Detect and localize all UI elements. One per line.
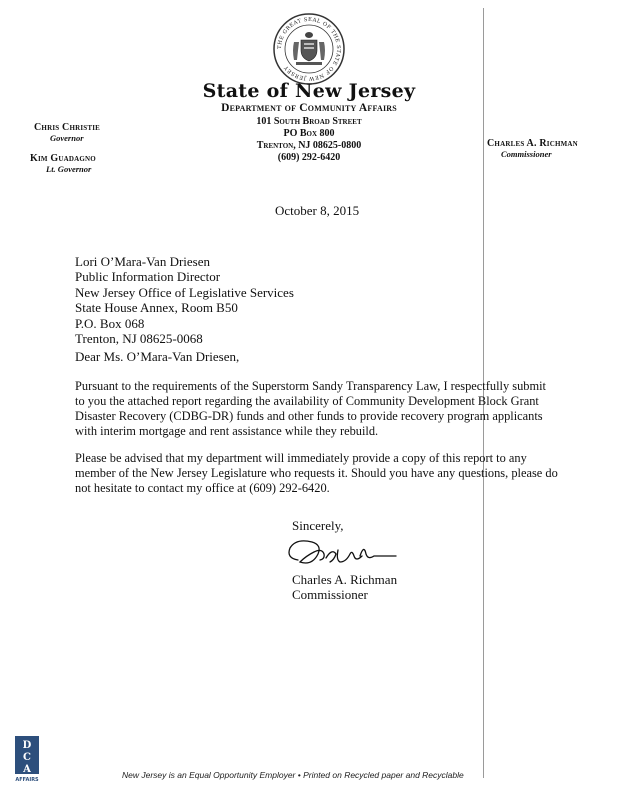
recipient-line: Public Information Director xyxy=(75,269,221,285)
recipient-address xyxy=(75,254,294,346)
paragraph-line: with interim mortgage and rent assistance while they rebuild. xyxy=(75,424,379,438)
signer-block xyxy=(292,572,397,602)
svg-text:A: A xyxy=(23,764,31,775)
address-line: PO Box 800 xyxy=(283,128,335,139)
footer-tagline: New Jersey is an Equal Opportunity Employer • Printed on Recycled paper and Recyclable xyxy=(122,770,464,780)
salutation: Dear Ms. O’Mara-Van Driesen, xyxy=(75,349,240,364)
state-seal-icon xyxy=(272,12,346,86)
recipient-line: State House Annex, Room B50 xyxy=(75,300,238,316)
recipient-line: P.O. Box 068 xyxy=(75,315,145,331)
paragraph-line: Disaster Recovery (CDBG-DR) funds and other funds to provide recovery program applicants xyxy=(75,409,543,423)
letter-date: October 8, 2015 xyxy=(275,203,360,218)
recipient-line: Trenton, NJ 08625-0068 xyxy=(75,331,203,347)
governor-title: Governor xyxy=(50,133,84,143)
state-name-heading: State of New Jersey xyxy=(202,80,416,102)
body-paragraph-1 xyxy=(75,379,555,439)
svg-text:C: C xyxy=(23,752,31,763)
department-name: Department of Community Affairs xyxy=(221,102,397,114)
recipient-line: Lori O’Mara-Van Driesen xyxy=(75,254,211,269)
commissioner-name: Charles A. Richman xyxy=(487,138,578,149)
recipient-line: New Jersey Office of Legislative Services xyxy=(75,284,294,300)
body-paragraph-2 xyxy=(75,451,558,496)
paragraph-line: member of the New Jersey Legislature who requests it. Should you have any questions, please do xyxy=(75,466,558,480)
closing: Sincerely, xyxy=(292,518,344,533)
address-line: Trenton, NJ 08625-0800 xyxy=(256,140,362,151)
lt-governor-title: Lt. Governor xyxy=(46,164,92,174)
lt-governor-block xyxy=(30,153,96,174)
dca-logo-icon xyxy=(14,735,40,783)
governor-name: Chris Christie xyxy=(34,122,101,133)
governor-block xyxy=(34,122,100,143)
lt-governor-name: Kim Guadagno xyxy=(30,153,96,164)
address-line: 101 South Broad Street xyxy=(256,116,362,127)
signer-name: Charles A. Richman xyxy=(292,572,398,587)
phone-line: (609) 292-6420 xyxy=(277,152,341,163)
commissioner-block xyxy=(487,138,578,159)
signer-title: Commissioner xyxy=(292,587,368,602)
paragraph-line: Pursuant to the requirements of the Superstorm Sandy Transparency Law, I respectfully submit xyxy=(75,379,546,393)
paragraph-line: to you the attached report regarding the availability of Community Development Block Grant xyxy=(75,394,539,408)
paragraph-line: not hesitate to contact my office at (609) 292-6420. xyxy=(75,481,330,495)
svg-text:AFFAIRS: AFFAIRS xyxy=(15,777,39,783)
svg-text:D: D xyxy=(22,740,32,751)
seal-text: THE GREAT SEAL OF THE STATE OF NEW JERSEY xyxy=(276,16,342,82)
paragraph-line: Please be advised that my department will immediately provide a copy of this report to any xyxy=(75,451,527,465)
commissioner-title: Commissioner xyxy=(501,149,552,159)
